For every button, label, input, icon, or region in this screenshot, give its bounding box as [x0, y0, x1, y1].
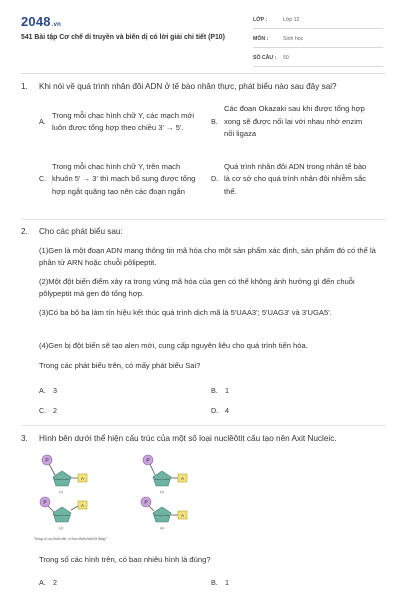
- figure-number-1: (1): [59, 490, 63, 494]
- option-text: Trong mỗi chạc hình chữ Y, trên mạch khuôn 5' → 3' thì mạch bổ sung được tổng hợp ngắt quãng tạo nên các đoạn ngắn: [52, 161, 196, 196]
- meta-key-class: LỚP :: [253, 17, 268, 23]
- option-text: 1: [225, 578, 229, 587]
- meta-key-subject: MÔN :: [253, 36, 269, 42]
- document-title: 541 Bài tập Cơ chế di truyền và biến dị có lời giải chi tiết (P10): [21, 34, 225, 41]
- option-c[interactable]: [39, 152, 197, 207]
- phosphate-label: P: [144, 500, 148, 506]
- meta-row-class: [253, 14, 383, 29]
- meta-row-subject: [253, 33, 383, 48]
- document-meta: [253, 14, 383, 71]
- option-a[interactable]: [39, 386, 57, 395]
- figure-number-4: (4): [160, 526, 164, 530]
- sugar-label: Đường Cacbon: [54, 479, 70, 481]
- header-divider: [21, 73, 386, 74]
- option-d[interactable]: [211, 152, 369, 207]
- question-number: 3.: [21, 434, 28, 443]
- option-b[interactable]: [211, 101, 369, 143]
- statement-3: (3)Có ba bộ ba làm tín hiệu kết thúc quá trình dịch mã là 5'UAA3'; 5'UAG3' và 3'UGA5'.: [39, 308, 332, 317]
- option-label: A.: [39, 386, 46, 395]
- option-text: 2: [53, 578, 57, 587]
- base-label: A: [180, 476, 185, 481]
- figure-number-2: (2): [59, 526, 63, 530]
- nucleotide-2: [40, 497, 87, 530]
- option-label: B.: [211, 386, 218, 395]
- option-text: 1: [225, 386, 229, 395]
- statement-1: (1)Gen là một đoạn ADN mang thông tin mã hóa cho một sản phẩm xác định, sản phẩm đó có thể là phân tử ARN hoặc chuỗi pôlipeptit.: [39, 246, 376, 268]
- question-number: 2.: [21, 227, 28, 236]
- option-label: C.: [39, 174, 47, 184]
- option-b[interactable]: [211, 386, 229, 395]
- option-a[interactable]: [39, 578, 57, 587]
- nucleotide-1: [42, 455, 87, 494]
- option-label: D.: [211, 174, 219, 184]
- sugar-label: Đường Cacbon: [154, 515, 170, 517]
- base-label: A: [80, 503, 85, 508]
- option-label: A.: [39, 578, 46, 587]
- figure-caption: Trong số các hình trên, có bao nhiêu hình là đúng?: [34, 537, 107, 541]
- option-label: A.: [39, 116, 46, 126]
- phosphate-label: P: [45, 458, 49, 464]
- meta-row-count: [253, 52, 383, 67]
- option-text: 2: [53, 406, 57, 415]
- option-label: B.: [211, 116, 218, 126]
- option-b[interactable]: [211, 578, 229, 587]
- logo-main: 2048: [21, 14, 51, 29]
- question-stem: Cho các phát biểu sau:: [39, 227, 123, 236]
- option-d[interactable]: [211, 406, 229, 415]
- base-label: A: [80, 476, 85, 481]
- question-divider: [21, 219, 386, 220]
- nucleotide-figure: [34, 453, 214, 546]
- meta-key-count: SỐ CÂU :: [253, 55, 277, 61]
- statement-2: (2)Một đột biến điểm xảy ra trong vùng mã hóa của gen có thể không ảnh hưởng gì đến chuỗi pôlypeptit mà gen đó tổng hợp.: [39, 277, 355, 299]
- option-c[interactable]: [39, 406, 57, 415]
- question-stem: Khi nói về quá trình nhân đôi ADN ở tế bào nhân thực, phát biểu nào sau đây sai?: [39, 82, 337, 91]
- logo-suffix: .vn: [51, 22, 62, 28]
- meta-value-class: Lớp 12: [283, 17, 300, 23]
- meta-value-subject: Sinh học: [283, 36, 304, 42]
- nucleotide-4: [141, 497, 187, 530]
- meta-value-count: 50: [283, 55, 289, 61]
- option-text: 4: [225, 406, 229, 415]
- question-prompt: Trong số các hình trên, có bao nhiêu hình là đúng?: [39, 555, 211, 564]
- statement-4: (4)Gen bị đột biến sẽ tạo alen mới, cung cấp nguyên liệu cho quá trình tiến hóa.: [39, 341, 308, 350]
- base-label: A: [180, 513, 185, 518]
- option-text: Quá trình nhân đôi ADN trong nhân tế bào là cơ sở cho quá trình nhân đôi nhiễm sắc thể.: [224, 161, 367, 196]
- option-text: Trong mỗi chạc hình chữ Y, các mạch mới luôn được tổng hợp theo chiều 3' → 5'.: [52, 110, 195, 132]
- question-prompt: Trong các phát biểu trên, có mấy phát biểu Sai?: [39, 361, 201, 370]
- question-number: 1.: [21, 82, 28, 91]
- site-logo[interactable]: [21, 14, 61, 29]
- phosphate-label: P: [146, 458, 150, 464]
- option-label: B.: [211, 578, 218, 587]
- option-a[interactable]: [39, 101, 197, 143]
- option-label: D.: [211, 406, 219, 415]
- option-text: Các đoạn Okazaki sau khi được tổng hợp xong sẽ được nối lại với nhau nhờ enzim nối ligaza: [224, 104, 365, 139]
- sugar-label: Đường Cacbon: [154, 479, 170, 481]
- question-divider: [21, 425, 386, 426]
- option-label: C.: [39, 406, 47, 415]
- option-text: 3: [53, 386, 57, 395]
- nucleotide-3: [143, 455, 187, 494]
- question-stem: Hình bên dưới thể hiện cấu trúc của một số loại nuclêôtit cấu tạo nên Axit Nucleic.: [39, 434, 337, 443]
- phosphate-label: P: [43, 500, 47, 506]
- sugar-label: Đường Cacbon: [54, 515, 70, 517]
- figure-number-3: (3): [160, 490, 164, 494]
